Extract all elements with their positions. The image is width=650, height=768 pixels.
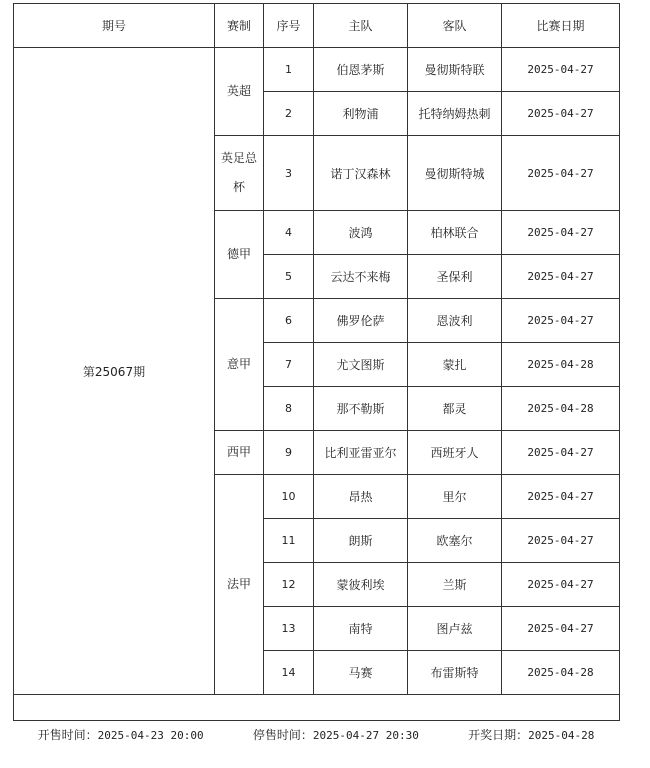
match-date-cell: 2025-04-28: [502, 651, 620, 695]
seq-cell: 6: [264, 299, 314, 343]
competition-cell: 意甲: [215, 299, 264, 431]
match-date-cell: 2025-04-27: [502, 475, 620, 519]
match-date-cell: 2025-04-27: [502, 211, 620, 255]
home-team-cell: 马赛: [314, 651, 408, 695]
seq-cell: 12: [264, 563, 314, 607]
blank-row: [14, 695, 620, 721]
sale-open-time: [38, 726, 204, 743]
competition-cell: 英足总杯: [215, 136, 264, 211]
competition-cell: 西甲: [215, 431, 264, 475]
seq-cell: 4: [264, 211, 314, 255]
away-team-cell: 托特纳姆热刺: [408, 92, 502, 136]
home-team-cell: 昂热: [314, 475, 408, 519]
home-team-cell: 云达不来梅: [314, 255, 408, 299]
home-team-cell: 伯恩茅斯: [314, 48, 408, 92]
seq-cell: 5: [264, 255, 314, 299]
header-seq: 序号: [264, 4, 314, 48]
seq-cell: 13: [264, 607, 314, 651]
header-row: [14, 4, 620, 48]
draw-date-value: 2025-04-28: [528, 728, 595, 742]
sale-close-time: [253, 726, 419, 743]
away-team-cell: 都灵: [408, 387, 502, 431]
home-team-cell: 那不勒斯: [314, 387, 408, 431]
match-date-cell: 2025-04-28: [502, 387, 620, 431]
away-team-cell: 兰斯: [408, 563, 502, 607]
draw-date: [468, 726, 594, 743]
away-team-cell: 蒙扎: [408, 343, 502, 387]
match-date-cell: 2025-04-27: [502, 519, 620, 563]
away-team-cell: 欧塞尔: [408, 519, 502, 563]
seq-cell: 3: [264, 136, 314, 211]
match-date-cell: 2025-04-27: [502, 607, 620, 651]
away-team-cell: 圣保利: [408, 255, 502, 299]
competition-cell: 法甲: [215, 475, 264, 695]
draw-date-label: 开奖日期：: [468, 727, 529, 742]
header-competition: 赛制: [215, 4, 264, 48]
away-team-cell: 布雷斯特: [408, 651, 502, 695]
seq-cell: 10: [264, 475, 314, 519]
blank-cell: [14, 695, 620, 721]
home-team-cell: 佛罗伦萨: [314, 299, 408, 343]
away-team-cell: 曼彻斯特城: [408, 136, 502, 211]
seq-cell: 8: [264, 387, 314, 431]
match-schedule-table: [13, 3, 620, 721]
seq-cell: 2: [264, 92, 314, 136]
away-team-cell: 里尔: [408, 475, 502, 519]
header-date: 比赛日期: [502, 4, 620, 48]
header-home: 主队: [314, 4, 408, 48]
match-date-cell: 2025-04-27: [502, 431, 620, 475]
issue-cell: 第25067期: [14, 48, 215, 695]
match-date-cell: 2025-04-27: [502, 136, 620, 211]
sale-open-label: 开售时间：: [37, 727, 98, 742]
sale-close-value: 2025-04-27 20:30: [312, 728, 419, 742]
home-team-cell: 朗斯: [314, 519, 408, 563]
competition-cell: 德甲: [215, 211, 264, 299]
match-date-cell: 2025-04-27: [502, 92, 620, 136]
home-team-cell: 蒙彼利埃: [314, 563, 408, 607]
seq-cell: 1: [264, 48, 314, 92]
match-date-cell: 2025-04-27: [502, 563, 620, 607]
match-date-cell: 2025-04-27: [502, 299, 620, 343]
home-team-cell: 诺丁汉森林: [314, 136, 408, 211]
home-team-cell: 利物浦: [314, 92, 408, 136]
away-team-cell: 图卢兹: [408, 607, 502, 651]
sale-open-value: 2025-04-23 20:00: [97, 728, 204, 742]
seq-cell: 7: [264, 343, 314, 387]
home-team-cell: 波鸿: [314, 211, 408, 255]
seq-cell: 11: [264, 519, 314, 563]
away-team-cell: 恩波利: [408, 299, 502, 343]
seq-cell: 14: [264, 651, 314, 695]
sale-close-label: 停售时间：: [252, 727, 313, 742]
home-team-cell: 南特: [314, 607, 408, 651]
away-team-cell: 西班牙人: [408, 431, 502, 475]
table-row: [14, 48, 620, 92]
away-team-cell: 柏林联合: [408, 211, 502, 255]
match-date-cell: 2025-04-28: [502, 343, 620, 387]
match-date-cell: 2025-04-27: [502, 255, 620, 299]
seq-cell: 9: [264, 431, 314, 475]
home-team-cell: 比利亚雷亚尔: [314, 431, 408, 475]
sale-info-footer: [13, 722, 619, 746]
header-away: 客队: [408, 4, 502, 48]
competition-cell: 英超: [215, 48, 264, 136]
away-team-cell: 曼彻斯特联: [408, 48, 502, 92]
header-issue: 期号: [14, 4, 215, 48]
home-team-cell: 尤文图斯: [314, 343, 408, 387]
match-date-cell: 2025-04-27: [502, 48, 620, 92]
